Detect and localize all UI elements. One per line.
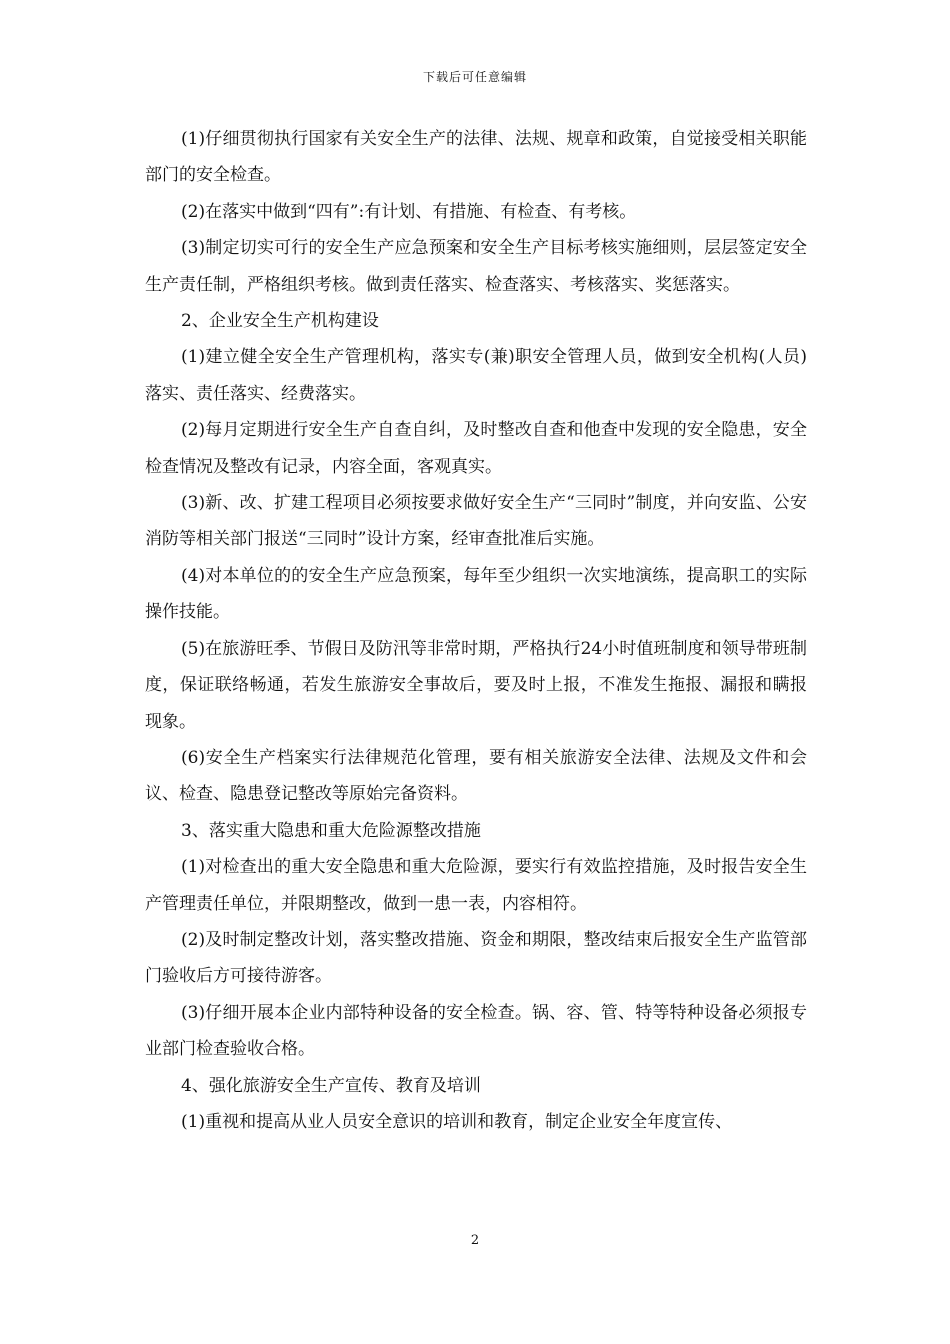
paragraph-5: (2)每月定期进行安全生产自查自纠，及时整改自查和他查中发现的安全隐患，安全检查情况及整改有记录，内容全面，客观真实。	[145, 420, 807, 477]
section-heading-3: 3、落实重大隐患和重大危险源整改措施	[181, 820, 481, 841]
paragraph-1: (1)仔细贯彻执行国家有关安全生产的法律、法规、规章和政策，自觉接受相关职能部门的安全检查。	[145, 129, 807, 186]
section-heading-2: 2、企业安全生产机构建设	[181, 311, 379, 332]
paragraph-9: (6)安全生产档案实行法律规范化管理，要有相关旅游安全法律、法规及文件和会议、检查、隐患登记整改等原始完备资料。	[145, 747, 807, 805]
paragraph-7: (4)对本单位的的安全生产应急预案，每年至少组织一次实地演练，提高职工的实际操作技能。	[145, 565, 807, 623]
paragraph-10: (1)对检查出的重大安全隐患和重大危险源，要实行有效监控措施，及时报告安全生产管理责任单位，并限期整改，做到一患一表，内容相符。	[145, 857, 807, 914]
paragraph-4: (1)建立健全安全生产管理机构，落实专(兼)职安全管理人员，做到安全机构(人员)落实、责任落实、经费落实。	[145, 347, 807, 404]
paragraph-11: (2)及时制定整改计划，落实整改措施、资金和期限，整改结束后报安全生产监管部门验收后方可接待游客。	[145, 929, 807, 987]
section-heading-4: 4、强化旅游安全生产宣传、教育及培训	[181, 1075, 481, 1096]
paragraph-3: (3)制定切实可行的安全生产应急预案和安全生产目标考核实施细则，层层签定安全生产责任制，严格组织考核。做到责任落实、检查落实、考核落实、奖惩落实。	[145, 238, 807, 295]
paragraph-2: (2)在落实中做到“四有”:有计划、有措施、有检查、有考核。	[181, 201, 637, 222]
document-body	[145, 121, 807, 1140]
page-header: 下载后可任意编辑	[422, 70, 527, 84]
page-number: 2	[470, 1233, 480, 1248]
paragraph-8: (5)在旅游旺季、节假日及防汛等非常时期，严格执行24小时值班制度和领导带班制度，保证联络畅通，若发生旅游安全事故后，要及时上报，不准发生拖报、漏报和瞒报现象。	[145, 638, 807, 732]
paragraph-12: (3)仔细开展本企业内部特种设备的安全检查。锅、容、管、特等特种设备必须报专业部门检查验收合格。	[145, 1002, 807, 1060]
paragraph-6: (3)新、改、扩建工程项目必须按要求做好安全生产“三同时”制度，并向安监、公安消防等相关部门报送“三同时”设计方案，经审查批准后实施。	[145, 493, 807, 550]
paragraph-13: (1)重视和提高从业人员安全意识的培训和教育，制定企业安全年度宣传、	[181, 1111, 733, 1132]
